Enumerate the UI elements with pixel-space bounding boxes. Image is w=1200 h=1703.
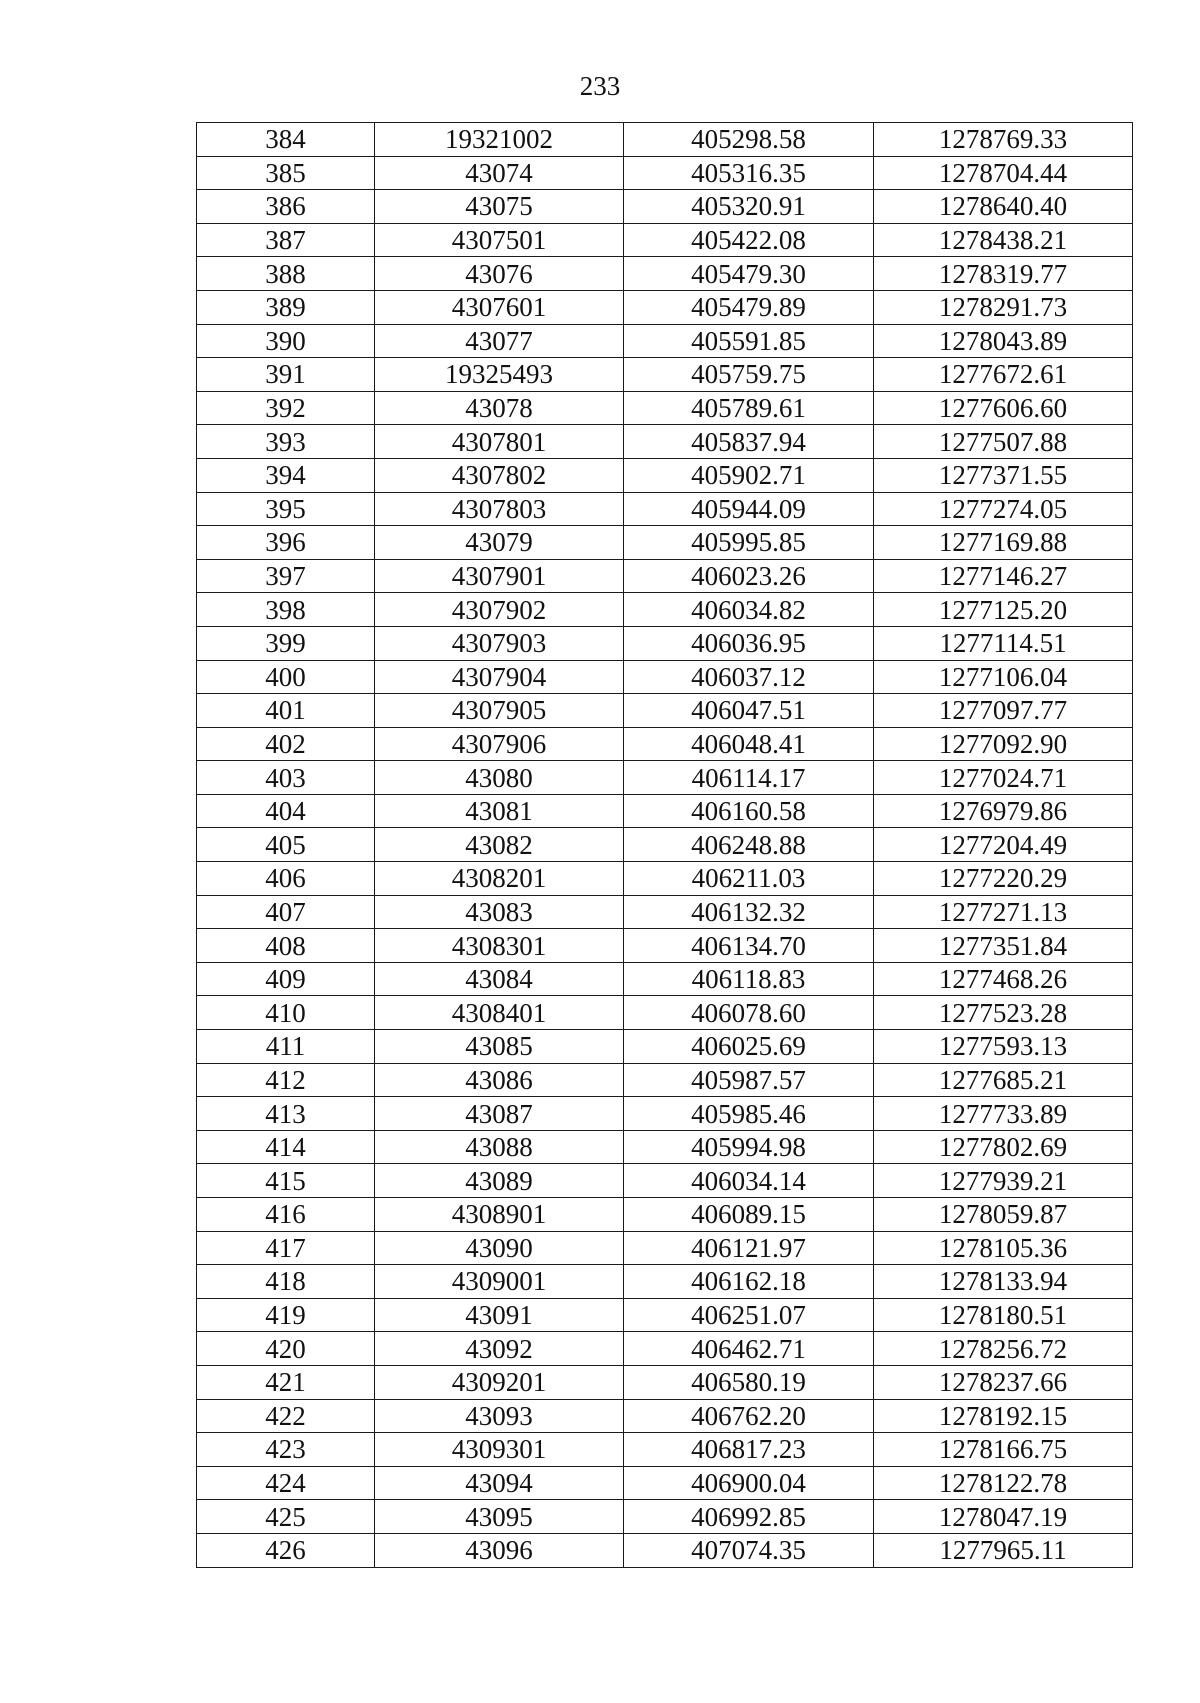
table-row	[197, 1365, 1133, 1399]
y-coordinate-cell: 1277097.77	[874, 694, 1133, 728]
x-coordinate-cell: 405994.98	[624, 1130, 874, 1164]
point-id-cell: 43082	[375, 828, 624, 862]
y-coordinate-cell: 1278438.21	[874, 223, 1133, 257]
row-number-cell: 404	[197, 794, 375, 828]
x-coordinate-cell: 405591.85	[624, 324, 874, 358]
y-coordinate-cell: 1278640.40	[874, 190, 1133, 224]
table-row	[197, 895, 1133, 929]
x-coordinate-cell: 405985.46	[624, 1097, 874, 1131]
row-number-cell: 410	[197, 996, 375, 1030]
table-row	[197, 1332, 1133, 1366]
x-coordinate-cell: 405995.85	[624, 526, 874, 560]
table-row	[197, 1063, 1133, 1097]
y-coordinate-cell: 1277169.88	[874, 526, 1133, 560]
x-coordinate-cell: 406034.82	[624, 593, 874, 627]
table-row	[197, 156, 1133, 190]
table-row	[197, 1130, 1133, 1164]
x-coordinate-cell: 406900.04	[624, 1466, 874, 1500]
table-row	[197, 1231, 1133, 1265]
y-coordinate-cell: 1277965.11	[874, 1533, 1133, 1567]
point-id-cell: 43095	[375, 1500, 624, 1534]
table-row	[197, 761, 1133, 795]
x-coordinate-cell: 406118.83	[624, 962, 874, 996]
y-coordinate-cell: 1277351.84	[874, 929, 1133, 963]
table-row	[197, 1097, 1133, 1131]
y-coordinate-cell: 1278122.78	[874, 1466, 1133, 1500]
table-row	[197, 257, 1133, 291]
x-coordinate-cell: 406992.85	[624, 1500, 874, 1534]
point-id-cell: 4309001	[375, 1265, 624, 1299]
point-id-cell: 4308401	[375, 996, 624, 1030]
y-coordinate-cell: 1277733.89	[874, 1097, 1133, 1131]
point-id-cell: 43084	[375, 962, 624, 996]
row-number-cell: 420	[197, 1332, 375, 1366]
y-coordinate-cell: 1277523.28	[874, 996, 1133, 1030]
point-id-cell: 4307903	[375, 626, 624, 660]
y-coordinate-cell: 1278192.15	[874, 1399, 1133, 1433]
x-coordinate-cell: 405316.35	[624, 156, 874, 190]
table-row	[197, 492, 1133, 526]
x-coordinate-cell: 406025.69	[624, 1030, 874, 1064]
row-number-cell: 403	[197, 761, 375, 795]
point-id-cell: 4307905	[375, 694, 624, 728]
point-id-cell: 19321002	[375, 123, 624, 157]
point-id-cell: 43081	[375, 794, 624, 828]
point-id-cell: 4308301	[375, 929, 624, 963]
row-number-cell: 411	[197, 1030, 375, 1064]
point-id-cell: 4307902	[375, 593, 624, 627]
table-row	[197, 223, 1133, 257]
x-coordinate-cell: 406036.95	[624, 626, 874, 660]
row-number-cell: 389	[197, 290, 375, 324]
point-id-cell: 19325493	[375, 358, 624, 392]
table-row	[197, 828, 1133, 862]
point-id-cell: 43089	[375, 1164, 624, 1198]
table-body	[197, 123, 1133, 1568]
y-coordinate-cell: 1278166.75	[874, 1433, 1133, 1467]
x-coordinate-cell: 406134.70	[624, 929, 874, 963]
point-id-cell: 43079	[375, 526, 624, 560]
x-coordinate-cell: 406037.12	[624, 660, 874, 694]
table-row	[197, 727, 1133, 761]
x-coordinate-cell: 406047.51	[624, 694, 874, 728]
table-row	[197, 391, 1133, 425]
table-row	[197, 324, 1133, 358]
x-coordinate-cell: 406023.26	[624, 559, 874, 593]
point-id-cell: 4308901	[375, 1198, 624, 1232]
x-coordinate-cell: 406160.58	[624, 794, 874, 828]
point-id-cell: 4307801	[375, 425, 624, 459]
row-number-cell: 419	[197, 1298, 375, 1332]
row-number-cell: 413	[197, 1097, 375, 1131]
y-coordinate-cell: 1278237.66	[874, 1365, 1133, 1399]
x-coordinate-cell: 406580.19	[624, 1365, 874, 1399]
point-id-cell: 4307501	[375, 223, 624, 257]
x-coordinate-cell: 406462.71	[624, 1332, 874, 1366]
row-number-cell: 387	[197, 223, 375, 257]
y-coordinate-cell: 1277271.13	[874, 895, 1133, 929]
row-number-cell: 421	[197, 1365, 375, 1399]
point-id-cell: 43094	[375, 1466, 624, 1500]
table-row	[197, 526, 1133, 560]
row-number-cell: 396	[197, 526, 375, 560]
point-id-cell: 43086	[375, 1063, 624, 1097]
x-coordinate-cell: 405320.91	[624, 190, 874, 224]
row-number-cell: 426	[197, 1533, 375, 1567]
y-coordinate-cell: 1277274.05	[874, 492, 1133, 526]
point-id-cell: 43092	[375, 1332, 624, 1366]
y-coordinate-cell: 1278047.19	[874, 1500, 1133, 1534]
row-number-cell: 418	[197, 1265, 375, 1299]
point-id-cell: 4307904	[375, 660, 624, 694]
point-id-cell: 4307601	[375, 290, 624, 324]
table-row	[197, 1198, 1133, 1232]
point-id-cell: 43087	[375, 1097, 624, 1131]
table-row	[197, 559, 1133, 593]
y-coordinate-cell: 1278133.94	[874, 1265, 1133, 1299]
row-number-cell: 394	[197, 458, 375, 492]
x-coordinate-cell: 405944.09	[624, 492, 874, 526]
y-coordinate-cell: 1278319.77	[874, 257, 1133, 291]
y-coordinate-cell: 1277092.90	[874, 727, 1133, 761]
x-coordinate-cell: 405298.58	[624, 123, 874, 157]
y-coordinate-cell: 1277220.29	[874, 862, 1133, 896]
y-coordinate-cell: 1277114.51	[874, 626, 1133, 660]
x-coordinate-cell: 406817.23	[624, 1433, 874, 1467]
row-number-cell: 388	[197, 257, 375, 291]
row-number-cell: 390	[197, 324, 375, 358]
x-coordinate-cell: 405479.30	[624, 257, 874, 291]
point-id-cell: 43088	[375, 1130, 624, 1164]
x-coordinate-cell: 406762.20	[624, 1399, 874, 1433]
y-coordinate-cell: 1277146.27	[874, 559, 1133, 593]
row-number-cell: 425	[197, 1500, 375, 1534]
y-coordinate-cell: 1277685.21	[874, 1063, 1133, 1097]
y-coordinate-cell: 1277593.13	[874, 1030, 1133, 1064]
point-id-cell: 4309201	[375, 1365, 624, 1399]
table-row	[197, 458, 1133, 492]
x-coordinate-cell: 405987.57	[624, 1063, 874, 1097]
row-number-cell: 414	[197, 1130, 375, 1164]
y-coordinate-cell: 1278291.73	[874, 290, 1133, 324]
row-number-cell: 401	[197, 694, 375, 728]
table-row	[197, 425, 1133, 459]
x-coordinate-cell: 405422.08	[624, 223, 874, 257]
x-coordinate-cell: 405902.71	[624, 458, 874, 492]
table-row	[197, 996, 1133, 1030]
row-number-cell: 397	[197, 559, 375, 593]
point-id-cell: 43090	[375, 1231, 624, 1265]
y-coordinate-cell: 1278180.51	[874, 1298, 1133, 1332]
table-row	[197, 190, 1133, 224]
row-number-cell: 398	[197, 593, 375, 627]
y-coordinate-cell: 1277507.88	[874, 425, 1133, 459]
y-coordinate-cell: 1277204.49	[874, 828, 1133, 862]
x-coordinate-cell: 406251.07	[624, 1298, 874, 1332]
point-id-cell: 43076	[375, 257, 624, 291]
coordinates-table	[196, 122, 1133, 1568]
y-coordinate-cell: 1277802.69	[874, 1130, 1133, 1164]
table-row	[197, 1265, 1133, 1299]
table-row	[197, 1030, 1133, 1064]
point-id-cell: 43091	[375, 1298, 624, 1332]
point-id-cell: 4307901	[375, 559, 624, 593]
table-row	[197, 1164, 1133, 1198]
y-coordinate-cell: 1278256.72	[874, 1332, 1133, 1366]
table-row	[197, 1466, 1133, 1500]
point-id-cell: 43074	[375, 156, 624, 190]
row-number-cell: 406	[197, 862, 375, 896]
table-row	[197, 1533, 1133, 1567]
point-id-cell: 4308201	[375, 862, 624, 896]
row-number-cell: 422	[197, 1399, 375, 1433]
row-number-cell: 409	[197, 962, 375, 996]
y-coordinate-cell: 1278105.36	[874, 1231, 1133, 1265]
row-number-cell: 417	[197, 1231, 375, 1265]
y-coordinate-cell: 1277371.55	[874, 458, 1133, 492]
y-coordinate-cell: 1278059.87	[874, 1198, 1133, 1232]
row-number-cell: 395	[197, 492, 375, 526]
y-coordinate-cell: 1277125.20	[874, 593, 1133, 627]
row-number-cell: 423	[197, 1433, 375, 1467]
point-id-cell: 43077	[375, 324, 624, 358]
table-row	[197, 1433, 1133, 1467]
point-id-cell: 43078	[375, 391, 624, 425]
table-row	[197, 593, 1133, 627]
x-coordinate-cell: 406132.32	[624, 895, 874, 929]
table-row	[197, 929, 1133, 963]
table-row	[197, 290, 1133, 324]
table-row	[197, 1500, 1133, 1534]
row-number-cell: 385	[197, 156, 375, 190]
x-coordinate-cell: 406121.97	[624, 1231, 874, 1265]
row-number-cell: 384	[197, 123, 375, 157]
row-number-cell: 386	[197, 190, 375, 224]
table-row	[197, 1399, 1133, 1433]
point-id-cell: 4307802	[375, 458, 624, 492]
point-id-cell: 43083	[375, 895, 624, 929]
y-coordinate-cell: 1278704.44	[874, 156, 1133, 190]
y-coordinate-cell: 1277106.04	[874, 660, 1133, 694]
table-row	[197, 626, 1133, 660]
row-number-cell: 392	[197, 391, 375, 425]
x-coordinate-cell: 406034.14	[624, 1164, 874, 1198]
row-number-cell: 391	[197, 358, 375, 392]
y-coordinate-cell: 1277468.26	[874, 962, 1133, 996]
row-number-cell: 402	[197, 727, 375, 761]
row-number-cell: 424	[197, 1466, 375, 1500]
x-coordinate-cell: 405759.75	[624, 358, 874, 392]
row-number-cell: 400	[197, 660, 375, 694]
y-coordinate-cell: 1277606.60	[874, 391, 1133, 425]
row-number-cell: 407	[197, 895, 375, 929]
y-coordinate-cell: 1278769.33	[874, 123, 1133, 157]
point-id-cell: 4307803	[375, 492, 624, 526]
row-number-cell: 393	[197, 425, 375, 459]
row-number-cell: 405	[197, 828, 375, 862]
point-id-cell: 43093	[375, 1399, 624, 1433]
y-coordinate-cell: 1278043.89	[874, 324, 1133, 358]
x-coordinate-cell: 407074.35	[624, 1533, 874, 1567]
table-row	[197, 1298, 1133, 1332]
table-row	[197, 794, 1133, 828]
table-row	[197, 123, 1133, 157]
x-coordinate-cell: 405837.94	[624, 425, 874, 459]
point-id-cell: 4307906	[375, 727, 624, 761]
x-coordinate-cell: 405789.61	[624, 391, 874, 425]
row-number-cell: 412	[197, 1063, 375, 1097]
x-coordinate-cell: 406211.03	[624, 862, 874, 896]
row-number-cell: 399	[197, 626, 375, 660]
row-number-cell: 415	[197, 1164, 375, 1198]
x-coordinate-cell: 406078.60	[624, 996, 874, 1030]
x-coordinate-cell: 406162.18	[624, 1265, 874, 1299]
y-coordinate-cell: 1277024.71	[874, 761, 1133, 795]
point-id-cell: 4309301	[375, 1433, 624, 1467]
x-coordinate-cell: 406248.88	[624, 828, 874, 862]
page-number: 233	[579, 71, 621, 101]
x-coordinate-cell: 406048.41	[624, 727, 874, 761]
y-coordinate-cell: 1277939.21	[874, 1164, 1133, 1198]
y-coordinate-cell: 1276979.86	[874, 794, 1133, 828]
x-coordinate-cell: 406089.15	[624, 1198, 874, 1232]
row-number-cell: 416	[197, 1198, 375, 1232]
y-coordinate-cell: 1277672.61	[874, 358, 1133, 392]
point-id-cell: 43085	[375, 1030, 624, 1064]
table-row	[197, 862, 1133, 896]
point-id-cell: 43080	[375, 761, 624, 795]
table-row	[197, 660, 1133, 694]
x-coordinate-cell: 406114.17	[624, 761, 874, 795]
table-row	[197, 962, 1133, 996]
point-id-cell: 43075	[375, 190, 624, 224]
row-number-cell: 408	[197, 929, 375, 963]
point-id-cell: 43096	[375, 1533, 624, 1567]
table-row	[197, 694, 1133, 728]
table-row	[197, 358, 1133, 392]
x-coordinate-cell: 405479.89	[624, 290, 874, 324]
